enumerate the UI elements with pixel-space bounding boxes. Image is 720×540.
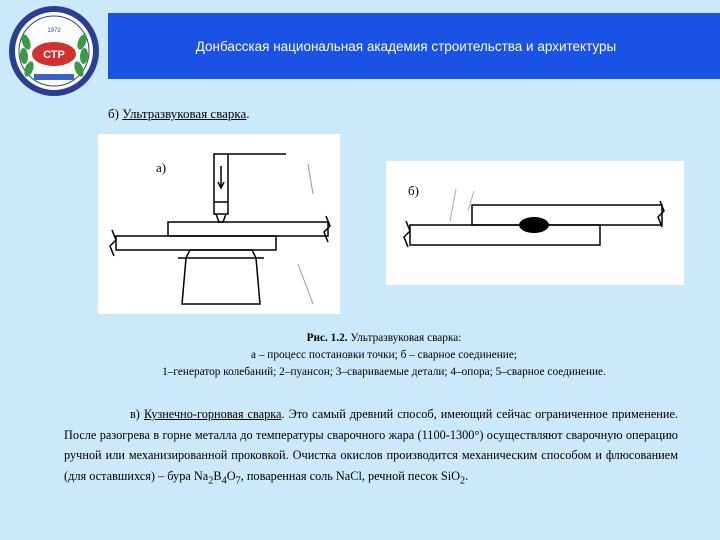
paragraph-prefix: в) xyxy=(130,407,144,421)
subscript: 7 xyxy=(235,474,241,486)
section-heading-title: Ультразвуковая сварка xyxy=(122,106,247,121)
paragraph-end: . xyxy=(465,468,469,483)
logo-letters: СТР xyxy=(43,49,65,61)
logo-year: 1972 xyxy=(47,28,61,34)
caption-number: Рис. 1.2. xyxy=(306,332,348,344)
subscript: 2 xyxy=(460,474,466,486)
paragraph-body: . Это самый древний способ, имеющий сейчас ограниченное применение. После разогрева в горне металла до температуры сварочного жара (1100-1300°) осуществляют сварочную операцию ручной или механизированной проковкой. Очистка окислов производится механическим способом и флюсованием (для оставшихся) – бура Na xyxy=(64,407,678,483)
figure-a-drawing xyxy=(98,134,340,314)
subscript: 4 xyxy=(221,474,227,486)
caption-line-2: а – процесс постановки точки; б – сварное соединение; xyxy=(251,349,517,361)
caption-line-3: 1–генератор колебаний; 2–пуансон; 3–свариваемые детали; 4–опора; 5–сварное соединение. xyxy=(162,366,606,378)
paragraph-text: O xyxy=(226,468,236,483)
figure-b-drawing xyxy=(386,161,684,285)
figure-b-panel xyxy=(386,161,684,285)
paragraph-term: Кузнечно-горновая сварка xyxy=(143,407,282,421)
paragraph-text: , поваренная соль NaCl, речной песок SiO xyxy=(240,468,461,483)
academy-logo-icon xyxy=(4,6,104,96)
figure-b-label: б) xyxy=(408,183,419,198)
figure-a-panel xyxy=(98,134,340,314)
section-heading-prefix: б) xyxy=(108,106,123,121)
figure-a-label: а) xyxy=(156,160,167,175)
figure-caption xyxy=(64,330,704,381)
section-heading-suffix: . xyxy=(246,106,250,121)
paragraph-text: B xyxy=(213,468,222,483)
body-paragraph xyxy=(64,404,678,491)
slide-header-title: Донбасская национальная академия строительства и архитектуры xyxy=(195,38,617,54)
subscript: 2 xyxy=(208,474,214,486)
section-heading xyxy=(108,106,250,122)
slide-header-bar xyxy=(108,13,720,79)
caption-title: Ультразвуковая сварка: xyxy=(347,332,462,344)
